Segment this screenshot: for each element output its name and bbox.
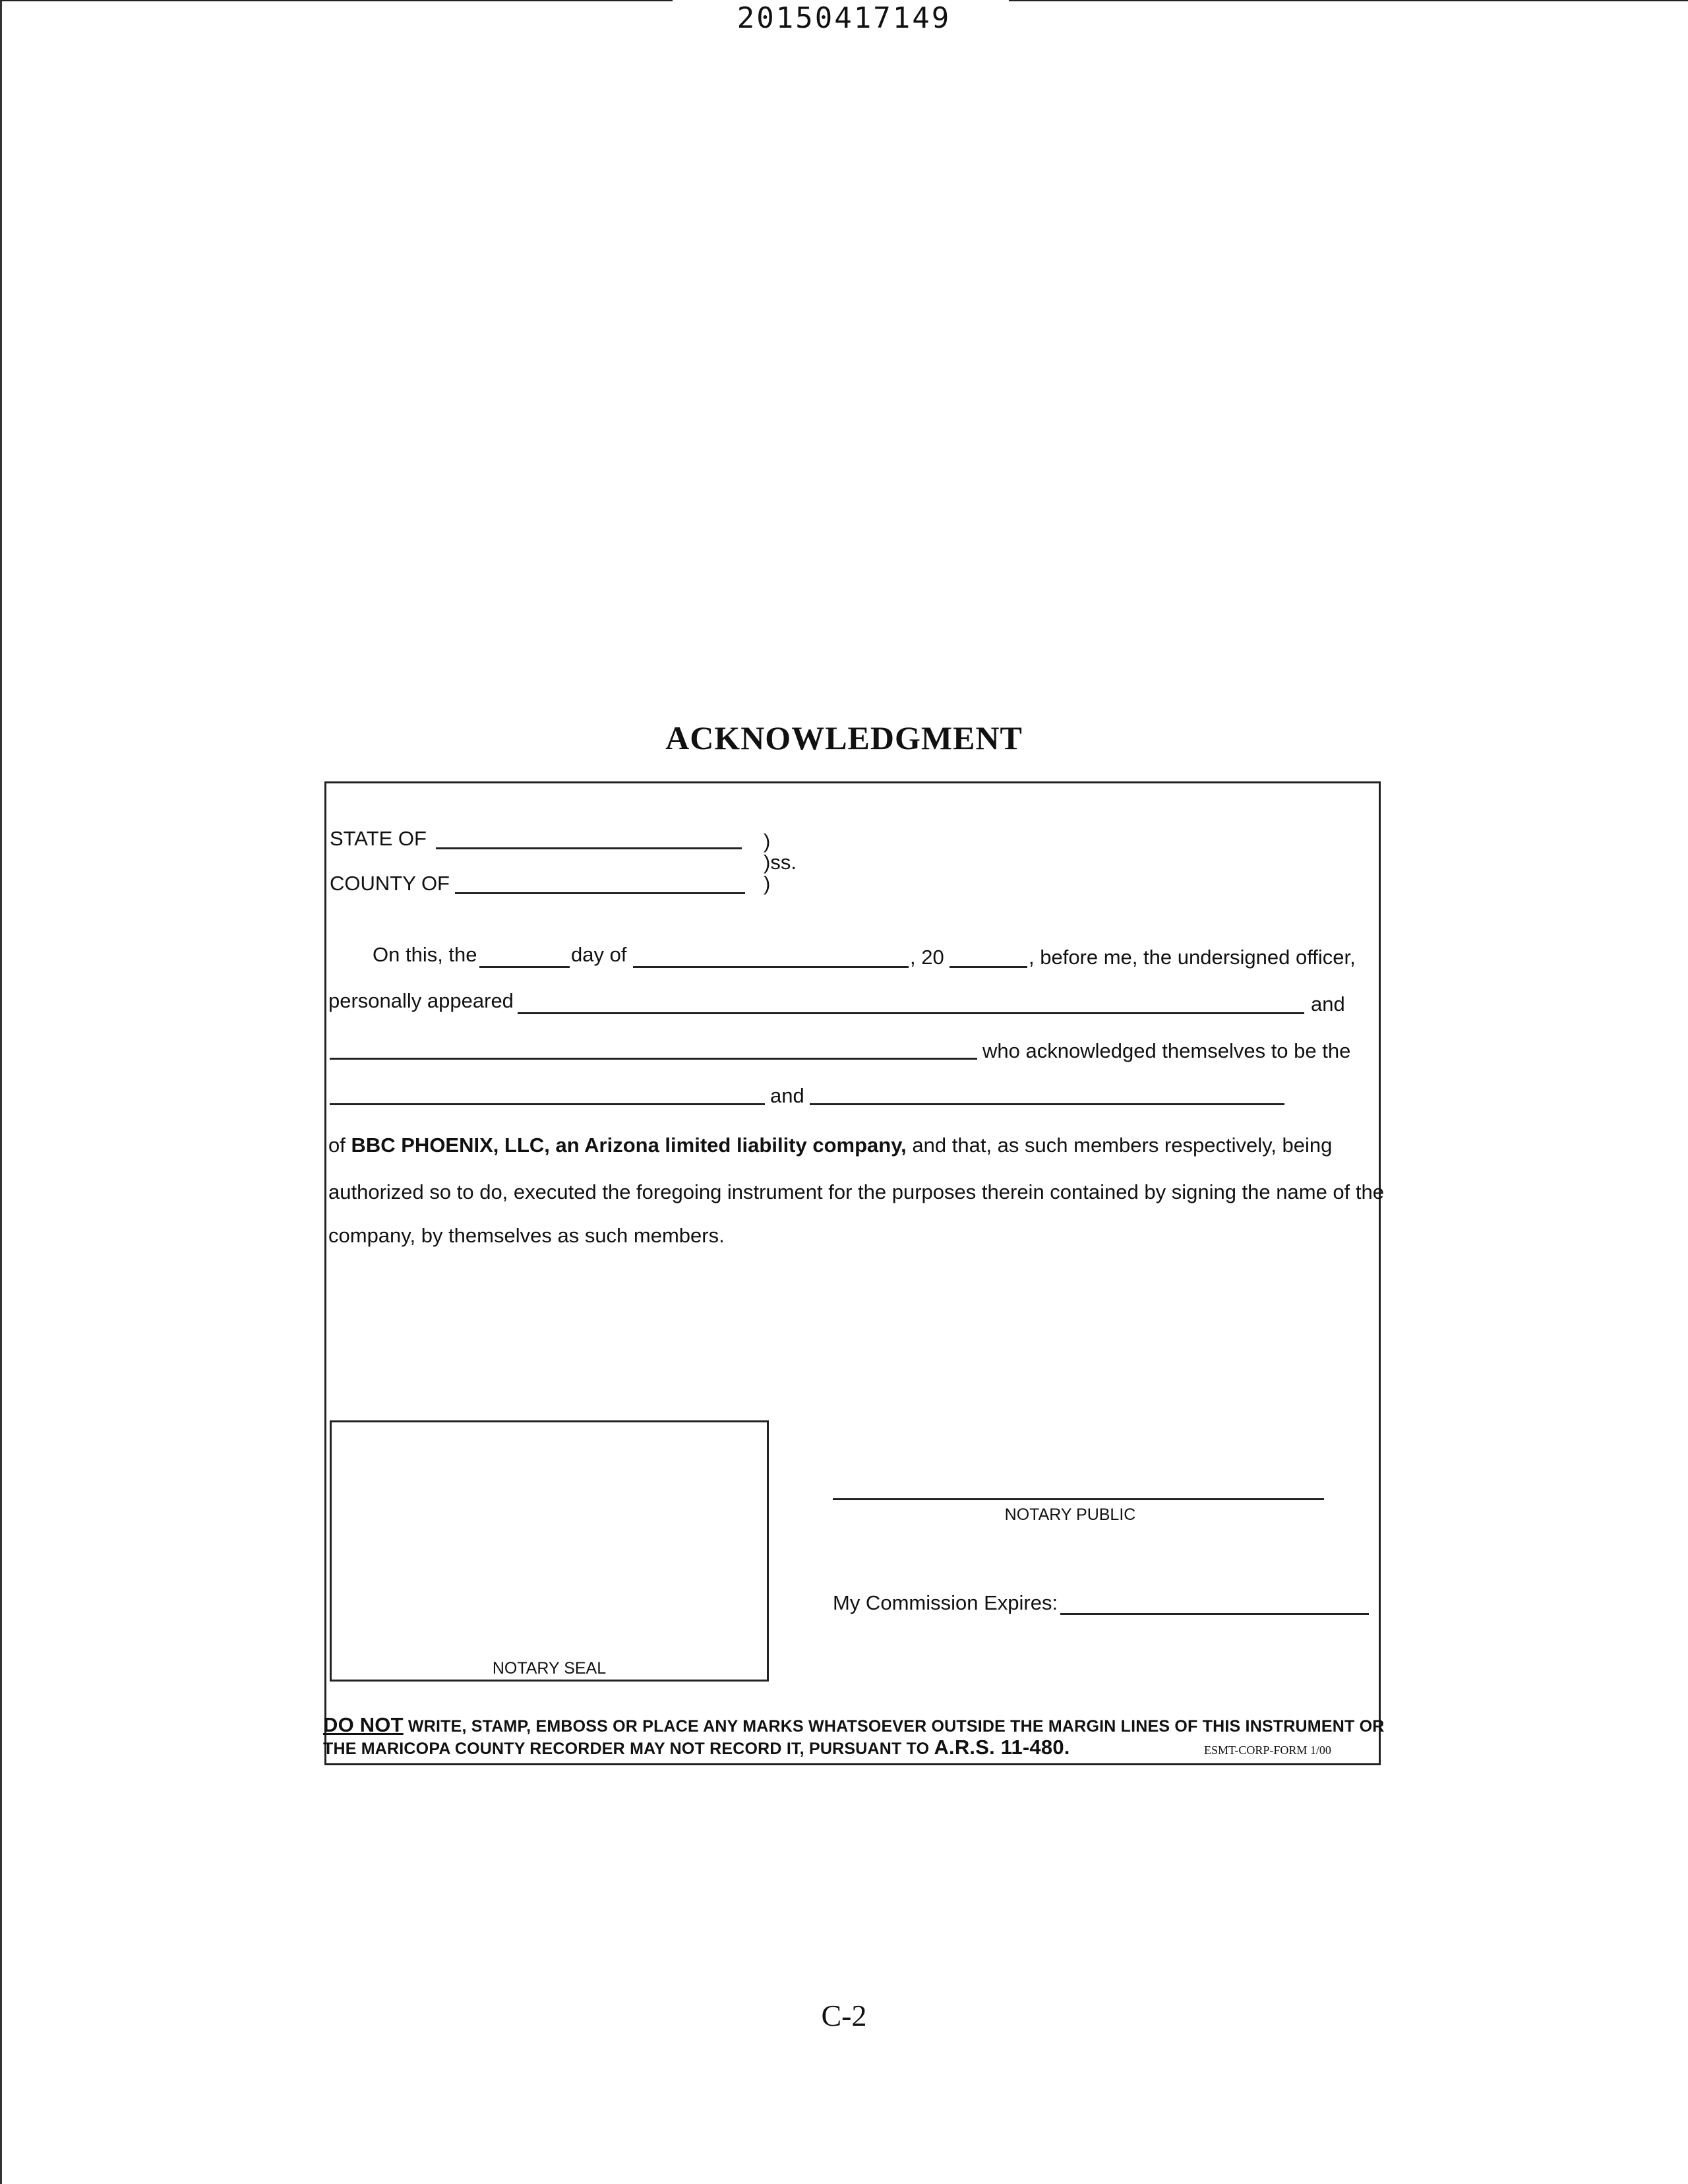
personally-appeared-text: personally appeared — [328, 989, 514, 1012]
company-name: BBC PHOENIX, LLC, an Arizona limited liability company, — [351, 1134, 907, 1157]
ss-label: )ss. — [764, 851, 797, 874]
page-number: C-2 — [821, 1999, 867, 2032]
before-me-text: , before me, the undersigned officer, — [1029, 946, 1356, 969]
warning-line-1-text: WRITE, STAMP, EMBOSS OR PLACE ANY MARKS WHATSOEVER OUTSIDE THE MARGIN LINES OF THIS INSTRUMENT OR — [407, 1717, 1385, 1736]
state-field[interactable] — [436, 847, 742, 849]
paragraph-line-2: authorized so to do, executed the foregoing instrument for the purposes therein contained by signing the name of the — [328, 1180, 1384, 1203]
county-field[interactable] — [455, 892, 745, 894]
year-prefix-text: , 20 — [910, 946, 944, 969]
notary-signature-field[interactable] — [833, 1498, 1324, 1500]
document-number: 20150417149 — [737, 1, 951, 35]
day-of-text: day of — [571, 943, 627, 966]
notary-public-label: NOTARY PUBLIC — [1004, 1505, 1136, 1524]
paragraph-line-3: company, by themselves as such members. — [328, 1224, 725, 1247]
state-label: STATE OF — [330, 827, 427, 850]
appeared-name-field-1[interactable] — [518, 1012, 1304, 1014]
notary-seal-label: NOTARY SEAL — [492, 1659, 607, 1678]
venue-paren-1: ) — [764, 830, 771, 853]
title-field-2[interactable] — [810, 1103, 1284, 1105]
form-id: ESMT-CORP-FORM 1/00 — [1204, 1744, 1331, 1757]
notary-seal-box[interactable] — [330, 1420, 769, 1682]
commission-expires-field[interactable] — [1060, 1613, 1369, 1615]
paragraph-line-1-rest: and that, as such members respectively, being — [912, 1134, 1333, 1157]
warning-line-1 — [323, 1713, 1384, 1737]
warning-line-2-text: THE MARICOPA COUNTY RECORDER MAY NOT RECORD IT, PURSUANT TO — [323, 1740, 930, 1758]
warning-do-not: DO NOT — [323, 1713, 404, 1736]
commission-expires-label: My Commission Expires: — [833, 1591, 1058, 1614]
on-this-the-text: On this, the — [373, 943, 477, 966]
page-left-edge — [0, 0, 2, 2184]
paragraph-line-1 — [328, 1134, 1332, 1157]
form-title: ACKNOWLEDGMENT — [665, 719, 1023, 756]
county-label: COUNTY OF — [330, 872, 450, 895]
venue-paren-2: ) — [764, 872, 771, 895]
and-text-1: and — [1311, 992, 1345, 1016]
ars-reference: A.R.S. 11-480. — [934, 1736, 1070, 1759]
month-field[interactable] — [633, 966, 909, 968]
and-text-2: and — [770, 1084, 804, 1107]
title-field-1[interactable] — [330, 1103, 765, 1105]
appeared-name-field-2[interactable] — [330, 1058, 977, 1060]
of-prefix: of — [328, 1134, 346, 1157]
day-field[interactable] — [479, 966, 570, 968]
who-acknowledged-text: who acknowledged themselves to be the — [982, 1039, 1351, 1062]
warning-line-2 — [323, 1736, 1070, 1759]
year-field[interactable] — [950, 966, 1027, 968]
